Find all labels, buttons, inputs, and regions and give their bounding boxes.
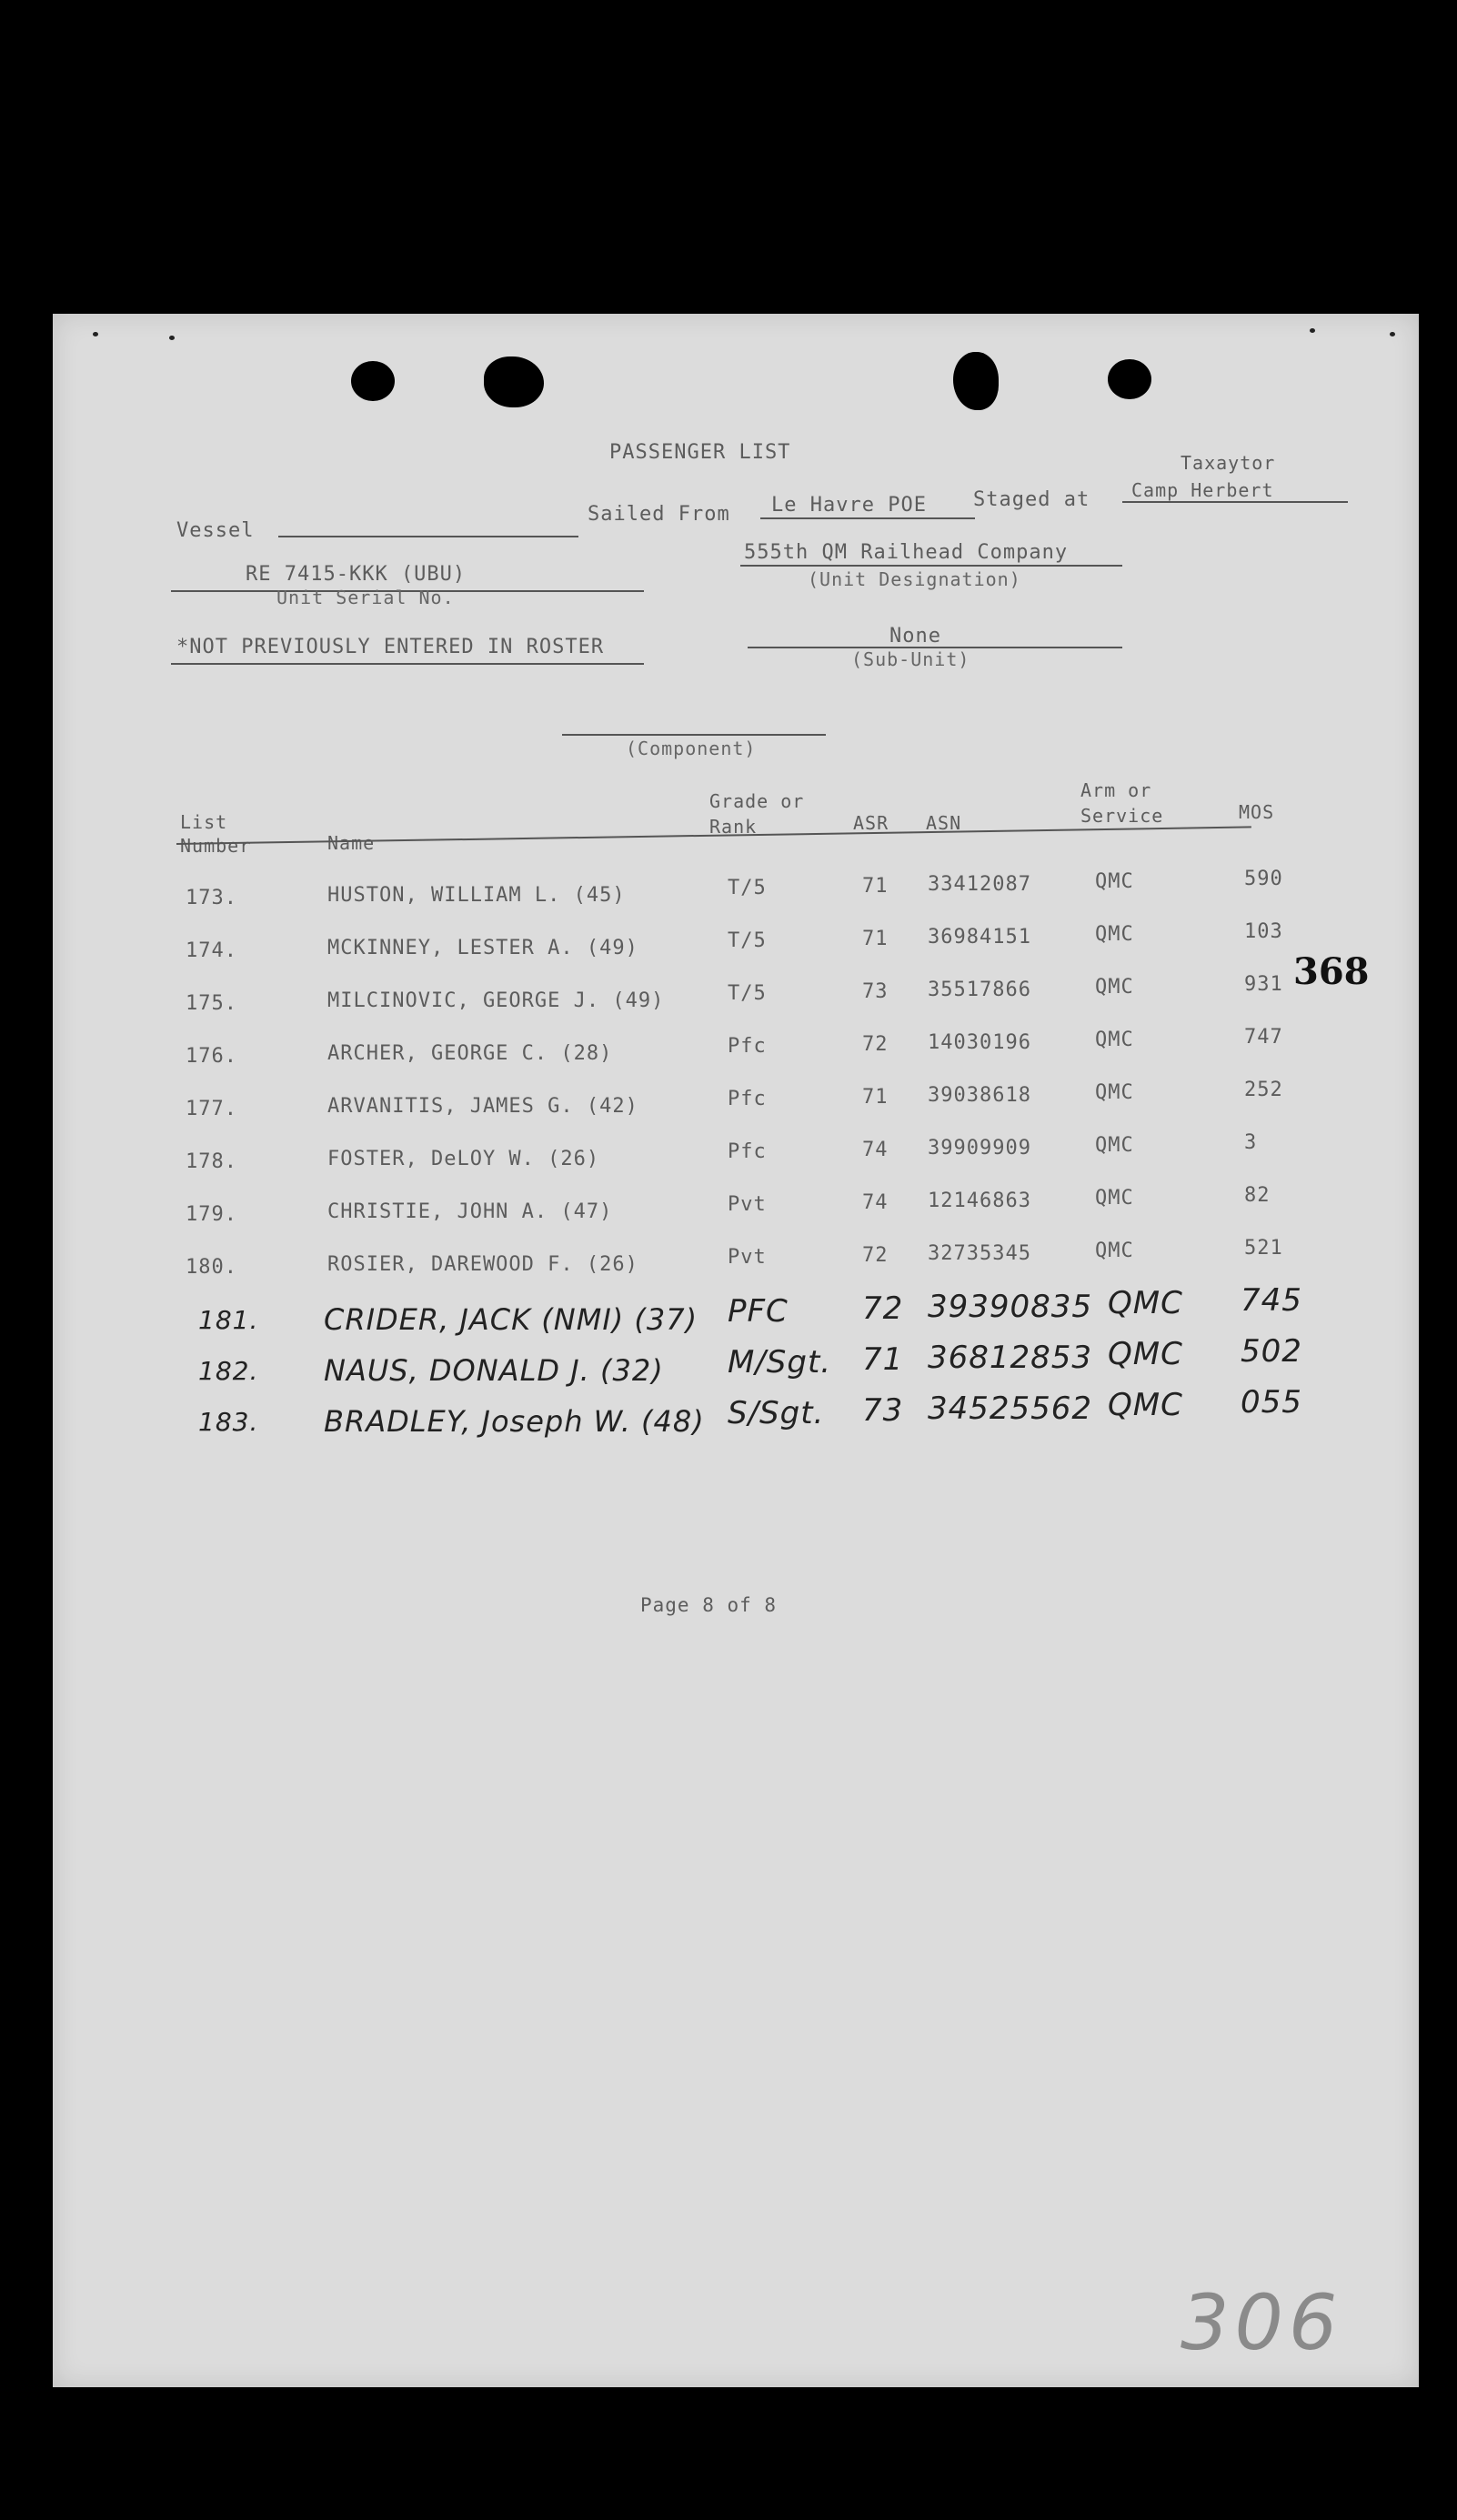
hand-grade: M/Sgt. [728, 1344, 832, 1380]
speck [1390, 332, 1395, 336]
row-mos: 521 [1244, 1237, 1283, 1260]
row-mos: 931 [1244, 973, 1283, 996]
sailed-from-value: Le Havre POE [771, 494, 927, 517]
row-asn: 35517866 [928, 979, 1031, 1001]
col-grade: Grade or Rank [709, 790, 805, 838]
row-asr: 73 [862, 980, 889, 1003]
row-arm: QMC [1095, 1134, 1134, 1157]
row-arm: QMC [1095, 976, 1134, 999]
col-mos: MOS [1239, 801, 1275, 823]
hand-grade: PFC [728, 1293, 789, 1330]
row-asn: 32735345 [928, 1242, 1031, 1265]
row-name: MILCINOVIC, GEORGE J. (49) [327, 989, 665, 1012]
hand-asr: 71 [862, 1341, 904, 1378]
hand-asr: 72 [862, 1290, 904, 1327]
row-asr: 72 [862, 1244, 889, 1267]
row-name: ARVANITIS, JAMES G. (42) [327, 1095, 638, 1118]
unit-designation-line [740, 565, 1122, 567]
hand-name: NAUS, DONALD J. (32) [324, 1353, 664, 1388]
row-list-number: 177. [186, 1098, 237, 1120]
row-mos: 82 [1244, 1184, 1271, 1207]
row-name: ROSIER, DAREWOOD F. (26) [327, 1253, 638, 1276]
row-mos: 747 [1244, 1026, 1283, 1049]
vessel-line [278, 536, 578, 537]
col-name: Name [327, 832, 376, 854]
row-asr: 71 [862, 1086, 889, 1109]
hand-grade: S/Sgt. [728, 1395, 825, 1431]
row-list-number: 179. [186, 1203, 237, 1226]
hand-asn: 39390835 [928, 1289, 1093, 1325]
row-grade: Pvt [728, 1193, 767, 1216]
hand-asr: 73 [862, 1392, 904, 1429]
hand-arm: QMC [1108, 1336, 1183, 1372]
hand-asn: 34525562 [928, 1391, 1093, 1427]
hand-name: CRIDER, JACK (NMI) (37) [324, 1302, 698, 1337]
row-name: MCKINNEY, LESTER A. (49) [327, 937, 638, 959]
row-asn: 39909909 [928, 1137, 1031, 1160]
sub-unit-value: None [889, 625, 941, 648]
row-asr: 71 [862, 928, 889, 950]
row-arm: QMC [1095, 1187, 1134, 1210]
row-asr: 72 [862, 1033, 889, 1056]
sailed-from-label: Sailed From [588, 503, 730, 526]
col-asr: ASR [853, 812, 889, 834]
speck [169, 336, 175, 340]
unit-designation-label: (Unit Designation) [808, 568, 1021, 590]
row-list-number: 175. [186, 992, 237, 1015]
punch-hole [351, 361, 395, 401]
handwritten-page-number: 306 [1181, 2278, 1343, 2367]
row-grade: Pfc [728, 1035, 767, 1058]
row-grade: Pfc [728, 1140, 767, 1163]
row-grade: T/5 [728, 982, 767, 1005]
punch-hole [484, 356, 544, 407]
row-arm: QMC [1095, 870, 1134, 893]
row-grade: T/5 [728, 877, 767, 899]
row-asn: 33412087 [928, 873, 1031, 896]
row-arm: QMC [1095, 1240, 1134, 1262]
row-asn: 12146863 [928, 1190, 1031, 1212]
hand-mos: 745 [1241, 1282, 1302, 1319]
row-mos: 3 [1244, 1131, 1258, 1154]
row-arm: QMC [1095, 1029, 1134, 1051]
sub-unit-label: (Sub-Unit) [851, 648, 970, 670]
row-name: FOSTER, DeLOY W. (26) [327, 1148, 600, 1170]
hand-list-number: 181. [198, 1305, 259, 1335]
row-asr: 74 [862, 1139, 889, 1161]
row-asn: 39038618 [928, 1084, 1031, 1107]
corner-note: Taxaytor [1181, 452, 1276, 474]
hand-list-number: 182. [198, 1356, 259, 1386]
row-asn: 14030196 [928, 1031, 1031, 1054]
hand-arm: QMC [1108, 1387, 1183, 1423]
row-grade: Pvt [728, 1246, 767, 1269]
staged-at-value: Camp Herbert [1131, 479, 1274, 501]
unit-designation-value: 555th QM Railhead Company [744, 541, 1069, 564]
row-grade: Pfc [728, 1088, 767, 1110]
staged-at-line [1122, 501, 1348, 503]
staged-at-label: Staged at [973, 488, 1090, 511]
col-arm: Arm or Service [1080, 779, 1164, 827]
component-label: (Component) [626, 738, 757, 759]
row-list-number: 180. [186, 1256, 237, 1279]
hand-asn: 36812853 [928, 1340, 1093, 1376]
document-page [53, 314, 1419, 2387]
component-line [562, 734, 826, 736]
col-asn: ASN [926, 812, 962, 834]
roster-note: *NOT PREVIOUSLY ENTERED IN ROSTER [176, 636, 605, 658]
row-list-number: 174. [186, 939, 237, 962]
speck [1310, 328, 1315, 333]
punch-hole [1108, 359, 1151, 399]
row-mos: 103 [1244, 920, 1283, 943]
col-list-number: List Number [180, 811, 252, 857]
speck [93, 332, 98, 336]
roster-note-line [171, 663, 644, 665]
row-arm: QMC [1095, 1081, 1134, 1104]
row-mos: 252 [1244, 1079, 1283, 1101]
row-name: ARCHER, GEORGE C. (28) [327, 1042, 613, 1065]
hand-mos: 502 [1241, 1333, 1302, 1370]
row-name: HUSTON, WILLIAM L. (45) [327, 884, 626, 907]
hand-name: BRADLEY, Joseph W. (48) [324, 1404, 705, 1439]
row-list-number: 176. [186, 1045, 237, 1068]
stamp-number: 368 [1293, 950, 1370, 993]
row-list-number: 173. [186, 887, 237, 909]
row-arm: QMC [1095, 923, 1134, 946]
row-grade: T/5 [728, 929, 767, 952]
row-asr: 71 [862, 875, 889, 898]
vessel-label: Vessel [176, 519, 255, 542]
hand-list-number: 183. [198, 1407, 259, 1437]
row-mos: 590 [1244, 868, 1283, 890]
unit-serial-value: RE 7415-KKK (UBU) [246, 563, 467, 586]
hand-mos: 055 [1241, 1384, 1302, 1421]
row-asr: 74 [862, 1191, 889, 1214]
page-number: Page 8 of 8 [640, 1594, 778, 1616]
unit-serial-label: Unit Serial No. [276, 587, 455, 608]
sailed-from-line [760, 517, 975, 519]
row-list-number: 178. [186, 1150, 237, 1173]
row-asn: 36984151 [928, 926, 1031, 949]
punch-hole [953, 352, 999, 410]
row-name: CHRISTIE, JOHN A. (47) [327, 1200, 613, 1223]
document-title: PASSENGER LIST [609, 441, 791, 464]
hand-arm: QMC [1108, 1285, 1183, 1321]
